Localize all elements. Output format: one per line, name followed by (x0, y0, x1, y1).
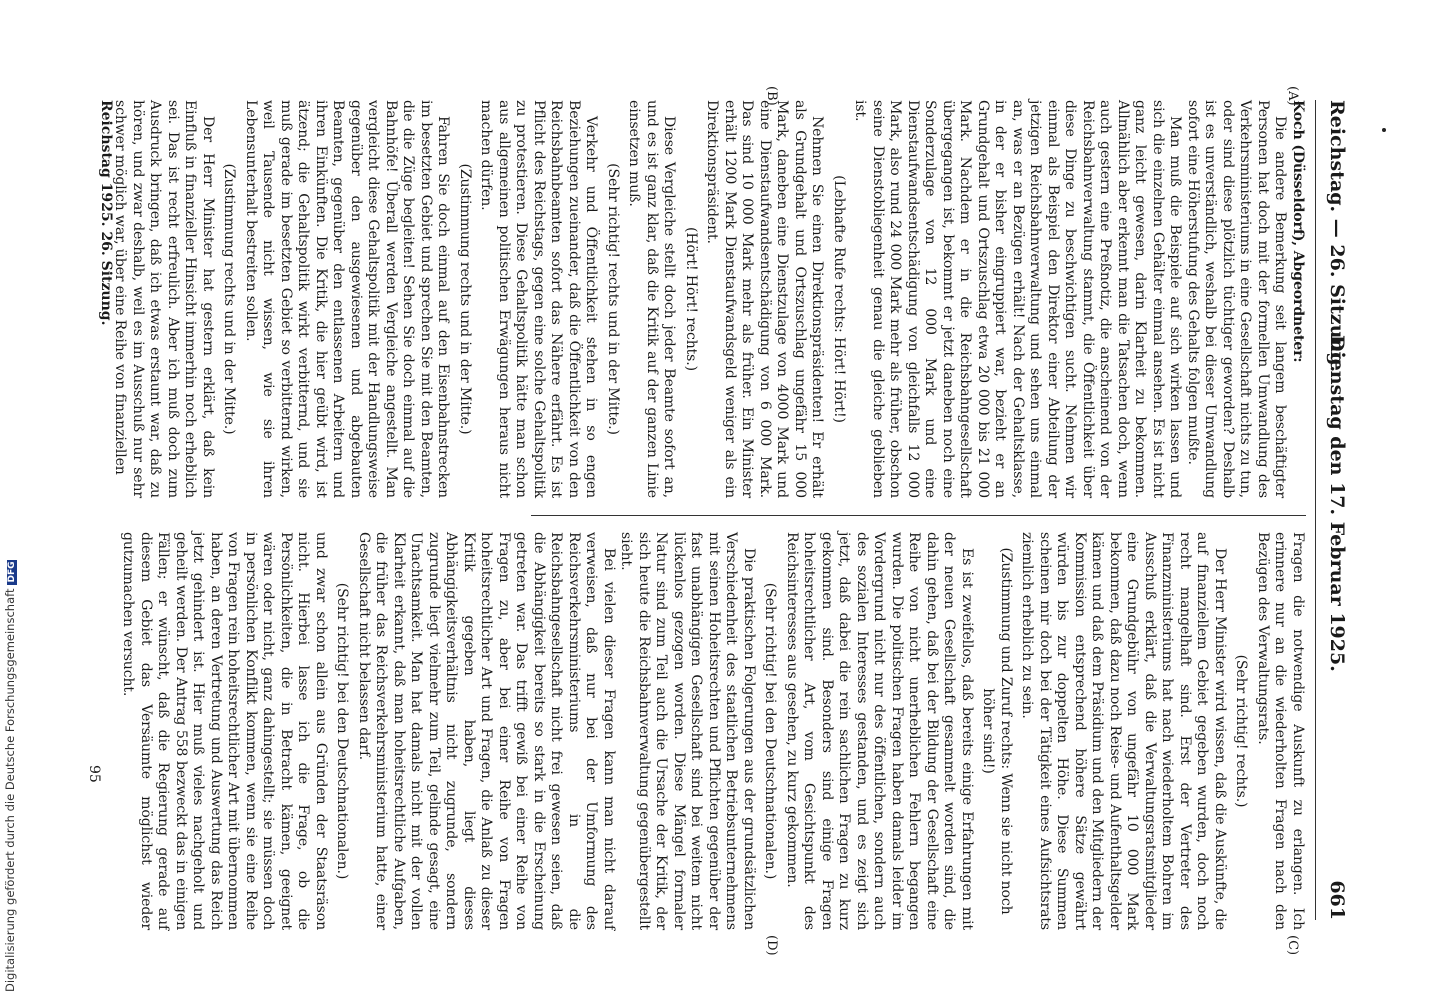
page-header (1315, 100, 1352, 920)
interjection: (Sehr richtig! rechts.) (1233, 654, 1250, 808)
margin-marker-b: (B) (764, 86, 779, 106)
interjection: (Lebhafte Rufe rechts: Hört! Hört!) (831, 175, 847, 423)
paragraph: Nehmen Sie einen Direktionspräsidenten! Er erhält als Grundgehalt und Ortszuschlag ungefähr 15 000 Mark, daneben eine Dienstzulage von 4000 Mark und eine Dienstaufwandsentschädigung von 6 000 Mark. Das sind 10 000 Mark mehr als früher. Ein Minister erhält 1200 Mark Dienstaufwandsgeld weniger als ein Direktionspräsident. (704, 100, 826, 498)
paragraph: Fahren Sie doch einmal auf den Eisenbahnstrecken im besetzten Gebiet und sprechen Sie mit den Beamten, die die Züge begleiten! Sehen Sie doch einmal auf die Bahnhöfe! Überall werden Vergleiche angestellt. Man vergleicht diese Gehaltspolitik mit der Handlungsweise gegenüber den ausgewiesenen und abgebauten Beamten, gegenüber den entlassenen Arbeitern und ihren Einkünften. Die Kritik, die hier geübt wird, ist ätzend; die Gehaltspolitik wirkt verbitternd, und sie muß gerade im besetzten Gebiet so verbitternd wirken, weil Tausende nicht wissen, wie sie ihren Lebensunterhalt bestreiten sollen. (243, 100, 452, 498)
header-page-number: 661 (1326, 880, 1348, 920)
paragraph: Bei vielen dieser Fragen kann man nicht darauf verweisen, daß nur bei der Umformung des Reichsverkehrsministeriums in die Reichsbahngesellschaft nicht frei gewesen seien, daß die Abhängigkeit bereits so stark in die Erscheinung getreten war. Das trifft gewiß bei einer Reihe von Fragen zu, aber bei einer Reihe von Fragen hoheitsrechtlicher Art und Fragen, die Anlaß zu dieser Kritik gegeben haben, liegt dieses Abhängigkeitsverhältnis nicht zugrunde, sondern zugrunde liegt vielmehr zum Teil, gelinde gesagt, eine Unachtsamkeit. Man hat damals nicht mit der vollen Klarheit erkannt, daß man hoheitsrechtliche Aufgaben, die früher das Reichsverkehrsministerium hatte, einer Gesellschaft nicht belassen darf. (356, 532, 617, 930)
margin-marker-c: (C) (1285, 935, 1300, 956)
interjection: (Sehr richtig! bei den Deutschnationalen.) (334, 582, 351, 880)
header-date: Dienstag den 17. Februar 1925. (1326, 335, 1348, 672)
paragraph: Verkehr und Öffentlichkeit stehen in so engen Beziehungen zueinander, daß die Öffentlichkeit von den Reichsbahnbeamten sofort das Nähere erfährt. Es ist Pflicht des Reichstags, gegen eine solche Gehaltspolitik zu protestieren. Diese Gehaltspolitik hätte man schon aus allgemeinen politischen Erwägungen heraus nicht machen dürfen. (478, 100, 600, 498)
digitization-sidebar (3, 12, 19, 992)
paragraph: Fragen die notwendige Auskunft zu erlangen. Ich erinnere nur an die wiederholten Fragen nach den Bezügen des Verwaltungsrats. (1255, 532, 1306, 930)
paragraph: Man muß die Beispiele auf sich wirken lassen und sich die einzelnen Gehälter einmal ansehen. Es ist nicht ganz leicht gewesen, darin Klarheit zu bekommen. Allmählich aber erkennt man die Tatsachen doch, wenn auch gestern eine Preßnotiz, die anscheinend von der Reichsbahnverwaltung stammt, die Öffentlichkeit über diese Dinge zu beschwichtigen sucht. Nehmen wir einmal als Beispiel den Direktor einer Abteilung der jetzigen Reichsbahnverwaltung und sehen uns einmal an, was er an Bezügen erhält! Nach der Gehaltsklasse, in der er bisher eingruppiert war, bezieht er an Grundgehalt und Ortszuschlag etwa 20 000 bis 21 000 Mark. Nachdem er in die Reichsbahngesellschaft übergegangen ist, bekommt er jetzt daneben noch eine Sonderzulage von 12 000 Mark und eine Dienstaufwandsentschädigung von gleichfalls 12 000 Mark, also rund 24 000 Mark mehr als früher, obschon seine Dienstobliegenheit genau die gleiche geblieben ist. (852, 100, 1184, 498)
interjection: (Zustimmung rechts und in der Mitte.) (457, 163, 473, 435)
digitization-credit-text: Digitalisierung gefördert durch die Deutsche Forschungsgemeinschaft (3, 588, 17, 992)
dfg-logo: DFG (7, 561, 17, 583)
paragraph: Die praktischen Folgerungen aus der grundsätzlichen Verschiedenheit des staatlichen Betriebsunternehmens mit seinen Hoheitsrechten und Pflichten gegenüber der fast unabhängigen Gesellschaft sind bei weitem nicht lückenlos gezogen worden. Diese Mängel formaler Natur sind zum Teil auch die Ursache der Kritik, der sich heute die Reichsbahnverwaltung gegenübergestellt sieht. (618, 532, 757, 930)
paragraph: Es ist zweifellos, daß bereits einige Erfahrungen mit der neuen Gesellschaft gesammelt worden sind, die dahin gehen, daß bei der Bildung der Gesellschaft eine Reihe von nicht unerheblichen Fehlern begangen wurden. Die politischen Fragen haben damals leider im Vordergrund nicht nur des öffentlichen, sondern auch des sozialen Interesses gestanden, und es zeigt sich jetzt, daß dabei die rein sachlichen Fragen zu kurz gekommen sind. Besonders sind einige Fragen hoheitsrechtlicher Art, vom Gesichtspunkt des Reichsinteresses aus gesehen, zu kurz gekommen. (784, 532, 975, 930)
header-title: Reichstag. — 26. Sitzung. (1326, 100, 1348, 373)
interjection: (Zustimmung und Zuruf rechts: Wenn sie nicht noch höher sind!) (980, 547, 1014, 915)
interjection: (Hört! Hört! rechts.) (683, 227, 699, 371)
column-divider (531, 515, 1306, 516)
right-column (120, 532, 1306, 930)
scan-speck (1382, 128, 1386, 132)
left-column (112, 100, 1306, 498)
speaker-name: Koch (Düsseldorf), Abgeordneter: (1290, 100, 1306, 363)
page-footer: Reichstag 1925. 26. Sitzung. (98, 100, 114, 326)
interjection: (Sehr richtig! rechts und in der Mitte.) (605, 163, 621, 435)
digitization-credit (3, 560, 17, 992)
paragraph: Die andere Bemerkung seit langem beschäftigter Personen hat doch mit der formellen Umwandlung des Verkehrsministeriums in eine Gesellschaft nichts zu tun, oder sind diese plötzlich tüchtiger geworden? Deshalb ist es unverständlich, weshalb bei dieser Umwandlung sofort eine Höherstufung des Gehalts folgen mußte. (1185, 100, 1289, 498)
paragraph: Diese Vergleiche stellt doch jeder Beamte sofort an, und es ist ganz klar, daß die Kritik auf der ganzen Linie einsetzen muß. (626, 100, 678, 498)
margin-marker-a: (A) (1285, 86, 1300, 106)
paragraph: Der Herr Minister hat gestern erklärt, daß kein Einfluß in finanzieller Hinsicht immerhin noch erheblich sei. Das ist recht erfreulich. Aber ich muß doch zum Ausdruck bringen, daß ich etwas erstaunt war, daß zu hören, und zwar deshalb, weil es im Ausschuß nur sehr schwer möglich war, über eine Reihe von finanziellen (112, 100, 216, 498)
interjection: (Sehr richtig! bei den Deutschnationalen.) (762, 582, 779, 880)
paragraph: Der Herr Minister wird wissen, daß die Auskünfte, die auf finanziellem Gebiet gegeben wurden, doch noch recht mangelhaft sind. Erst der Vertreter des Finanzministeriums hat nach wiederholtem Bohren im Ausschuß erklärt, daß die Verwaltungsratsmitglieder eine Grundgebühr von ungefähr 10 000 Mark bekommen, daß dazu noch Reise- und Aufenthaltsgelder kämen und daß dem Präsidium und den Mitgliedern der Kommission entsprechend höhere Sätze gewährt würden bis zur doppelten Höhe. Diese Summen scheinen mir doch bei der Tätigkeit eines Aufsichtsrats ziemlich erheblich zu sein. (1019, 532, 1228, 930)
interjection: (Zustimmung rechts und in der Mitte.) (221, 163, 238, 435)
paragraph: und zwar schon allein aus Gründen der Staatsräson nicht. Hierbei lasse ich die Frage, ob die Persönlichkeiten, die in Betracht kämen, geeignet wären oder nicht, ganz dahingestellt; sie müssen doch in persönlichen Konflikt kommen, wenn sie eine Reihe von Fragen rein hoheitsrechtlicher Art mit übernommen haben, an deren Vertretung und Auswertung das Reich jetzt gehindert ist. Hier muß vieles nachgeholt und geheilt werden. Der Antrag 558 bezweckt das in einigen Fällen; er wünscht, daß die Regierung gerade auf diesem Gebiet das Versäumte möglichst wieder gutzumachen versucht. (120, 532, 329, 930)
margin-marker-d: (D) (764, 935, 779, 956)
footer-page-number: 95 (86, 765, 102, 783)
